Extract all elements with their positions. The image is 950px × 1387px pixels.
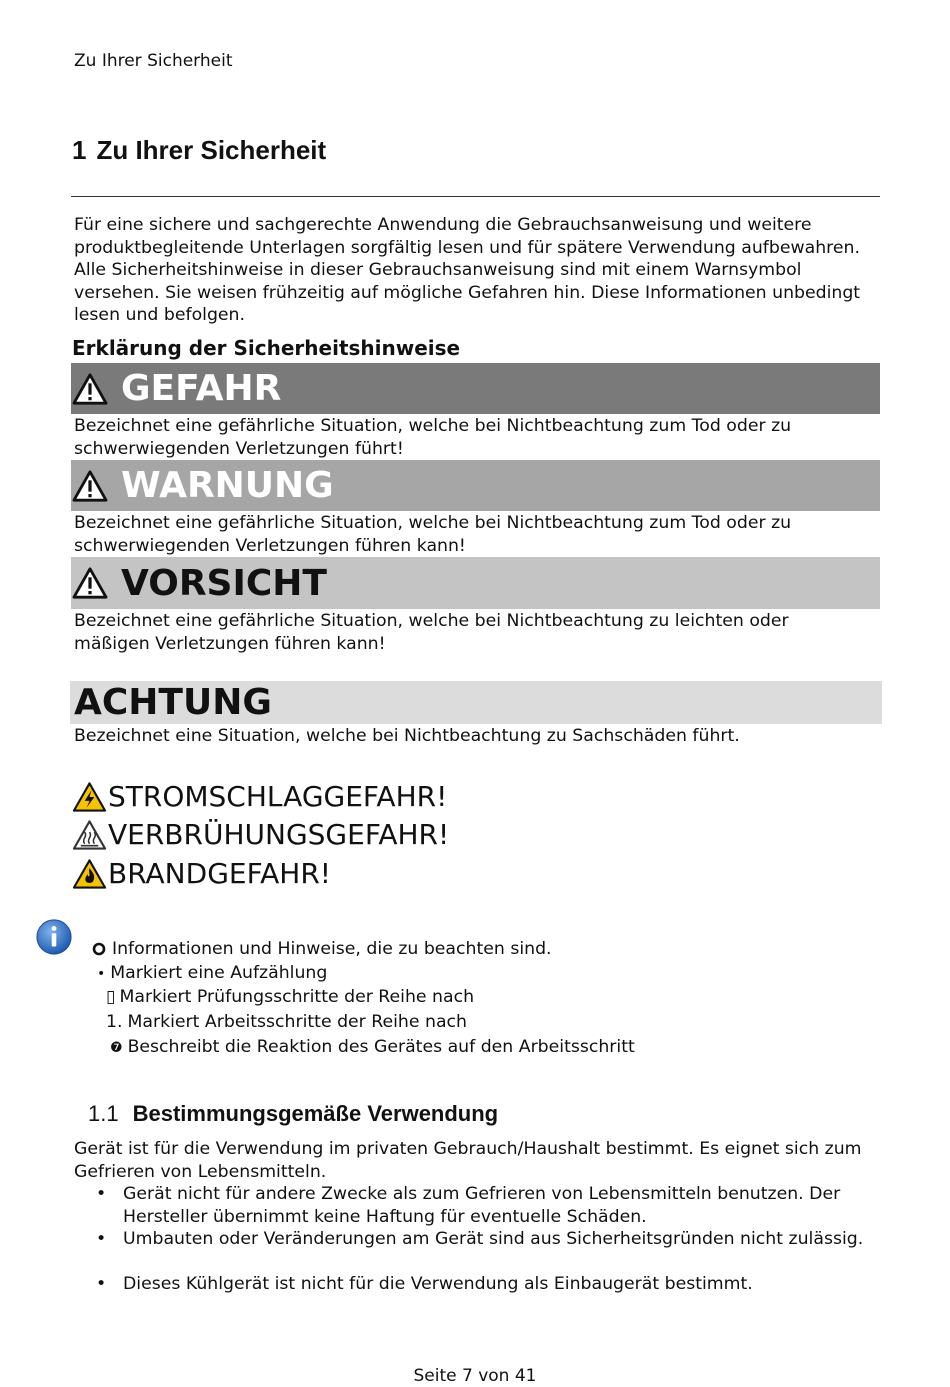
signal-desc-vorsicht: Bezeichnet eine gefährliche Situation, welche bei Nichtbeachtung zu leichten oder mäßigen Verletzungen führen kann! xyxy=(74,611,789,654)
list-item-text: Dieses Kühlgerät ist nicht für die Verwendung als Einbaugerät bestimmt. xyxy=(123,1274,753,1294)
hot-steam-hazard-icon xyxy=(72,819,107,851)
legend-check-marker: ▯ xyxy=(106,987,116,1007)
section-heading-1-1 xyxy=(88,1101,498,1127)
legend-info xyxy=(92,939,552,959)
list-item xyxy=(96,1273,876,1296)
fire-hazard-icon xyxy=(72,858,107,890)
warning-triangle-icon xyxy=(71,469,109,503)
signal-band-achtung xyxy=(70,681,882,724)
list-item-text: Gerät nicht für andere Zwecke als zum Gefrieren von Lebensmitteln benutzen. Der Hersteller übernimmt keine Haftung für eventuelle Schäden. xyxy=(123,1184,841,1227)
section-paragraph: Gerät ist für die Verwendung im privaten Gebrauch/Haushalt bestimmt. Es eignet sich zum Gefrieren von Lebensmitteln. xyxy=(74,1139,862,1182)
hazard-scald-label: VERBRÜHUNGSGEFAHR! xyxy=(108,818,450,851)
chapter-heading xyxy=(72,135,326,166)
signal-word-gefahr: GEFAHR xyxy=(121,368,282,409)
legend-check xyxy=(106,987,474,1007)
legend-step-marker: 1. xyxy=(106,1012,123,1032)
explanation-heading: Erklärung der Sicherheitshinweise xyxy=(72,336,461,360)
info-icon xyxy=(35,918,73,956)
section-title: Bestimmungsgemäße Verwendung xyxy=(132,1101,499,1126)
legend-reaction xyxy=(110,1037,635,1057)
signal-band-vorsicht xyxy=(71,557,880,609)
list-bullet: • xyxy=(96,1184,107,1204)
running-title: Zu Ihrer Sicherheit xyxy=(74,51,233,71)
list-bullet: • xyxy=(96,1229,107,1249)
intro-paragraph: Für eine sichere und sachgerechte Anwendung die Gebrauchsanweisung und weitere produktbegleitende Unterlagen sorgfältig lesen und für spätere Verwendung aufbewahren. Alle Sicherheitshinweise in dieser Gebrauchsanweisung sind mit einem Warnsymbol versehen. Sie weisen frühzeitig auf mögliche Gefahren hin. Diese Informationen unbedingt lesen und befolgen. xyxy=(74,215,861,325)
section-number: 1.1 xyxy=(88,1101,119,1126)
list-item xyxy=(96,1183,876,1228)
signal-word-vorsicht: VORSICHT xyxy=(121,562,327,604)
chapter-number: 1 xyxy=(72,135,87,165)
legend-bullet-marker: • xyxy=(97,966,106,982)
signal-desc-gefahr: Bezeichnet eine gefährliche Situation, welche bei Nichtbeachtung zum Tod oder zu schwerwiegenden Verletzungen führt! xyxy=(74,416,792,459)
page-number: Seite 7 von 41 xyxy=(413,1366,537,1386)
electric-hazard-icon xyxy=(72,781,107,813)
legend-reaction-marker: ❼ xyxy=(110,1040,123,1056)
legend-step xyxy=(106,1012,467,1032)
legend-step-text: Markiert Arbeitsschritte der Reihe nach xyxy=(127,1012,468,1032)
signal-word-warnung: WARNUNG xyxy=(121,465,334,506)
chapter-title: Zu Ihrer Sicherheit xyxy=(96,135,327,165)
signal-band-gefahr xyxy=(71,363,880,414)
signal-band-warnung xyxy=(71,460,880,511)
hazard-electric-label: STROMSCHLAGGEFAHR! xyxy=(108,780,448,813)
chapter-rule xyxy=(71,196,880,197)
signal-word-achtung: ACHTUNG xyxy=(74,682,272,723)
legend-reaction-text: Beschreibt die Reaktion des Gerätes auf den Arbeitsschritt xyxy=(127,1037,635,1057)
warning-triangle-icon xyxy=(71,566,109,600)
legend-check-text: Markiert Prüfungsschritte der Reihe nach xyxy=(119,987,475,1007)
list-item-text: Umbauten oder Veränderungen am Gerät sind aus Sicherheitsgründen nicht zulässig. xyxy=(123,1229,864,1249)
hazard-electric xyxy=(72,780,447,813)
circle-bullet-icon xyxy=(92,942,106,956)
signal-desc-warnung: Bezeichnet eine gefährliche Situation, welche bei Nichtbeachtung zum Tod oder zu schwerwiegenden Verletzungen führen kann! xyxy=(74,513,792,556)
hazard-scald xyxy=(72,818,449,851)
warning-triangle-icon xyxy=(71,372,109,406)
list-item xyxy=(96,1228,876,1251)
legend-info-text: Informationen und Hinweise, die zu beachten sind. xyxy=(112,939,552,959)
hazard-fire xyxy=(72,857,331,890)
legend-bullet xyxy=(97,963,327,983)
hazard-fire-label: BRANDGEFAHR! xyxy=(108,857,332,890)
legend-bullet-text: Markiert eine Aufzählung xyxy=(110,963,328,983)
list-bullet: • xyxy=(96,1274,107,1294)
signal-desc-achtung: Bezeichnet eine Situation, welche bei Nichtbeachtung zu Sachschäden führt. xyxy=(74,726,740,746)
